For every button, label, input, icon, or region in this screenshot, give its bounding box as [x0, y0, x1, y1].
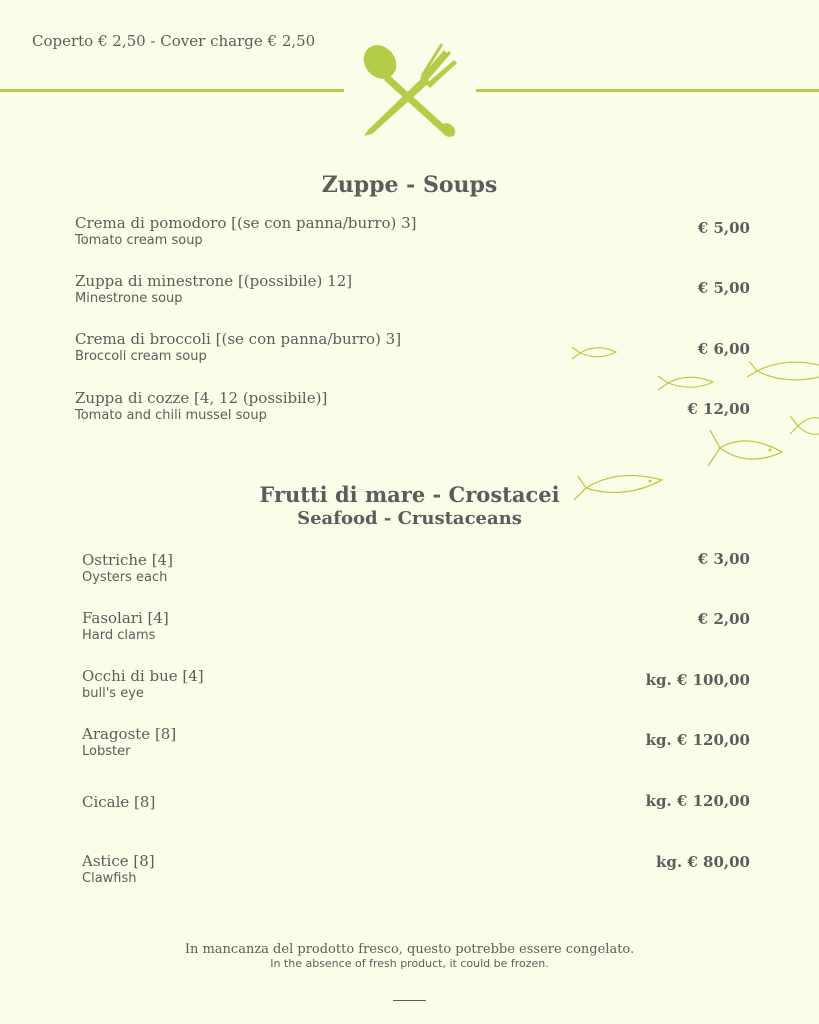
item-name: Occhi di bue [4]: [82, 667, 204, 685]
item-translation: Tomato and chili mussel soup: [75, 408, 267, 423]
menu-item: [75, 330, 401, 366]
menu-item: [75, 389, 327, 425]
note-english: In the absence of fresh product, it could be frozen.: [270, 957, 549, 970]
item-name: Ostriche [4]: [82, 551, 173, 569]
fish-icon: [745, 355, 819, 385]
cover-charge-text: Coperto € 2,50 - Cover charge € 2,50: [32, 32, 316, 50]
item-translation: Lobster: [82, 744, 131, 759]
divider-right: [476, 89, 819, 92]
menu-item: [82, 667, 204, 703]
seafood-section-subtitle: Seafood - Crustaceans: [297, 508, 522, 529]
item-price: € 5,00: [697, 279, 750, 297]
seafood-section-title: Frutti di mare - Crostacei: [259, 482, 560, 507]
item-price: kg. € 80,00: [656, 853, 750, 871]
menu-item: [82, 609, 169, 645]
frozen-product-note: [0, 942, 819, 970]
fish-icon: [706, 428, 784, 470]
item-translation: Hard clams: [82, 628, 156, 643]
item-translation: Broccoli cream soup: [75, 349, 207, 364]
item-translation: Clawfish: [82, 871, 137, 886]
item-price: kg. € 100,00: [645, 671, 750, 689]
item-name: Fasolari [4]: [82, 609, 169, 627]
menu-item: [82, 793, 155, 811]
menu-item: [82, 852, 155, 888]
divider-left: [0, 89, 344, 92]
item-translation: Tomato cream soup: [75, 233, 203, 248]
item-price: kg. € 120,00: [645, 792, 750, 810]
menu-item: [75, 214, 417, 250]
item-price: € 3,00: [697, 550, 750, 568]
item-price: € 12,00: [687, 400, 750, 418]
item-name: Aragoste [8]: [82, 725, 177, 743]
item-name: Astice [8]: [82, 852, 155, 870]
item-name: Crema di broccoli [(se con panna/burro) 3]: [75, 330, 402, 348]
menu-item: [75, 272, 352, 308]
item-translation: Oysters each: [82, 570, 168, 585]
item-price: € 5,00: [697, 219, 750, 237]
item-name: Cicale [8]: [82, 793, 156, 811]
item-price: € 2,00: [697, 610, 750, 628]
menu-item: [82, 551, 173, 587]
item-price: € 6,00: [697, 340, 750, 358]
item-name: Crema di pomodoro [(se con panna/burro) 3]: [75, 214, 417, 232]
item-name: Zuppa di minestrone [(possibile) 12]: [75, 272, 353, 290]
cutlery-icon: [360, 40, 460, 140]
item-translation: bull's eye: [82, 686, 144, 701]
footer-divider: [393, 1000, 426, 1001]
menu-item: [82, 725, 176, 761]
item-name: Zuppa di cozze [4, 12 (possibile)]: [75, 389, 328, 407]
item-price: kg. € 120,00: [645, 731, 750, 749]
fish-icon: [656, 372, 716, 394]
item-translation: Minestrone soup: [75, 291, 183, 306]
note-italian: In mancanza del prodotto fresco, questo potrebbe essere congelato.: [184, 942, 635, 957]
soups-section-title: Zuppe - Soups: [321, 172, 498, 198]
fish-icon: [570, 343, 620, 363]
fish-icon: [788, 410, 819, 440]
